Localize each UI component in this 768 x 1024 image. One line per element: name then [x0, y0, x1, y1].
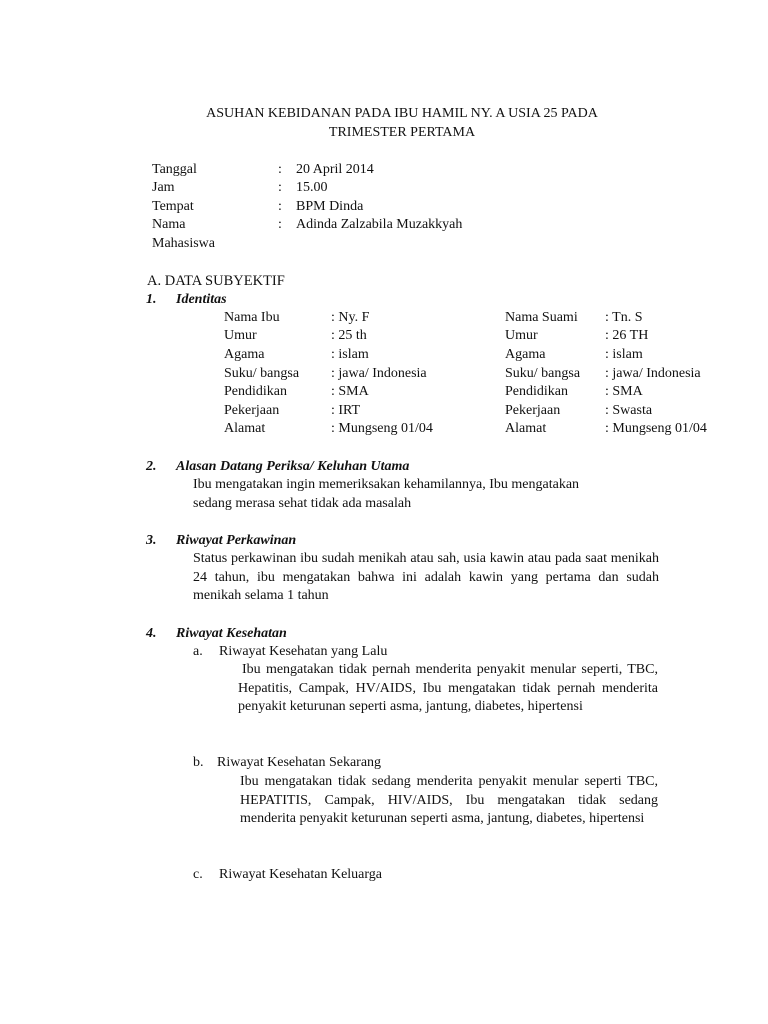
riwayat-perkawinan-text: Status perkawinan ibu sudah menikah atau sah, usia kawin atau pada saat menikah 24 tahun, ibu mengatakan bahwa ini adalah kawin yang pertama dan sudah menikah selama 1 tahun	[193, 551, 659, 603]
ibu-label-pekerjaan: Pekerjaan	[224, 403, 280, 418]
meta-label-mahasiswa: Mahasiswa	[152, 236, 215, 251]
document-title-line1: ASUHAN KEBIDANAN PADA IBU HAMIL NY. A USIA 25 PADA	[206, 106, 598, 121]
suami-value-pendidikan: : SMA	[605, 384, 643, 399]
item-title-riwayat-kesehatan: Riwayat Kesehatan	[176, 626, 287, 641]
suami-label-pendidikan: Pendidikan	[505, 384, 568, 399]
meta-sep-jam: :	[278, 180, 282, 195]
ibu-label-suku: Suku/ bangsa	[224, 366, 300, 381]
suami-value-agama: : islam	[605, 347, 643, 362]
suami-label-nama: Nama Suami	[505, 310, 578, 325]
ibu-label-nama: Nama Ibu	[224, 310, 280, 325]
meta-value-tanggal: 20 April 2014	[296, 162, 374, 177]
ibu-value-pekerjaan: : IRT	[331, 403, 361, 418]
suami-label-umur: Umur	[505, 328, 538, 343]
kesehatan-sekarang-text: Ibu mengatakan tidak sedang menderita penyakit menular seperti TBC, HEPATITIS, Campak, HIV/AIDS, Ibu mengatakan tidak sedang menderita penyakit keturunan seperti asma, jantung, diabetes, hipertensi	[240, 774, 658, 826]
meta-value-nama: Adinda Zalzabila Muzakkyah	[296, 217, 463, 232]
suami-label-agama: Agama	[505, 347, 546, 362]
document-title-line2: TRIMESTER PERTAMA	[328, 125, 476, 140]
subitem-title-kesehatan-keluarga: Riwayat Kesehatan Keluarga	[219, 867, 383, 882]
subitem-label-c: c.	[193, 867, 203, 882]
ibu-value-agama: : islam	[331, 347, 369, 362]
ibu-label-umur: Umur	[224, 328, 257, 343]
suami-label-suku: Suku/ bangsa	[505, 366, 581, 381]
suami-label-alamat: Alamat	[505, 421, 547, 436]
meta-sep-tanggal: :	[278, 162, 282, 177]
meta-label-nama: Nama	[152, 217, 186, 232]
meta-value-jam: 15.00	[296, 180, 328, 195]
meta-value-tempat: BPM Dinda	[296, 199, 364, 214]
ibu-value-suku: : jawa/ Indonesia	[331, 366, 427, 381]
meta-sep-tempat: :	[278, 199, 282, 214]
item-number-4: 4.	[146, 626, 157, 641]
kesehatan-lalu-text: Ibu mengatakan tidak pernah menderita penyakit menular seperti, TBC, Hepatitis, Campak, HV/AIDS, Ibu mengatakan tidak pernah menderita penyakit keturunan seperti asma, jantung, diabetes, hipertensi	[238, 662, 658, 714]
subitem-label-a: a.	[193, 644, 203, 659]
item-number-2: 2.	[146, 459, 157, 474]
item-number-1: 1.	[146, 292, 157, 307]
suami-value-suku: : jawa/ Indonesia	[605, 366, 701, 381]
suami-value-umur: : 26 TH	[605, 328, 649, 343]
meta-label-jam: Jam	[152, 180, 175, 195]
item-title-riwayat-perkawinan: Riwayat Perkawinan	[176, 533, 297, 548]
suami-value-pekerjaan: : Swasta	[605, 403, 653, 418]
item-title-identitas: Identitas	[176, 292, 227, 307]
ibu-value-umur: : 25 th	[331, 328, 367, 343]
subitem-label-b: b.	[193, 755, 204, 770]
subitem-title-kesehatan-sekarang: Riwayat Kesehatan Sekarang	[217, 755, 382, 770]
ibu-label-alamat: Alamat	[224, 421, 266, 436]
meta-label-tanggal: Tanggal	[152, 162, 197, 177]
ibu-value-alamat: : Mungseng 01/04	[331, 421, 433, 436]
alasan-text-line1: Ibu mengatakan ingin memeriksakan kehamilannya, Ibu mengatakan	[193, 477, 580, 492]
ibu-value-nama: : Ny. F	[331, 310, 370, 325]
ibu-label-pendidikan: Pendidikan	[224, 384, 287, 399]
suami-label-pekerjaan: Pekerjaan	[505, 403, 561, 418]
meta-sep-nama: :	[278, 217, 282, 232]
suami-value-nama: : Tn. S	[605, 310, 643, 325]
suami-value-alamat: : Mungseng 01/04	[605, 421, 707, 436]
alasan-text-line2: sedang merasa sehat tidak ada masalah	[193, 496, 412, 511]
subitem-title-kesehatan-lalu: Riwayat Kesehatan yang Lalu	[219, 644, 388, 659]
item-number-3: 3.	[146, 533, 157, 548]
ibu-value-pendidikan: : SMA	[331, 384, 369, 399]
meta-label-tempat: Tempat	[152, 199, 194, 214]
ibu-label-agama: Agama	[224, 347, 265, 362]
section-heading-data-subyektif: A. DATA SUBYEKTIF	[147, 273, 285, 289]
item-title-alasan-datang: Alasan Datang Periksa/ Keluhan Utama	[176, 459, 410, 474]
